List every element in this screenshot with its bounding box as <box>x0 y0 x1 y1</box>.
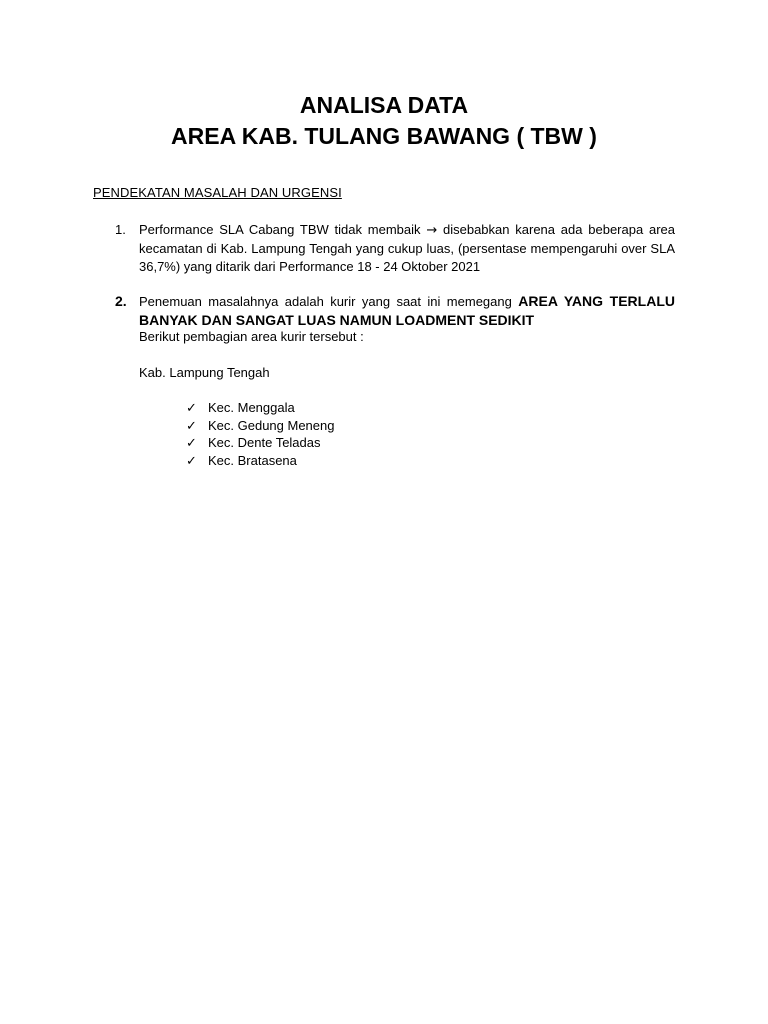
district-item <box>186 417 334 435</box>
list-item-1-text <box>139 221 675 276</box>
title-line-2: AREA KAB. TULANG BAWANG ( TBW ) <box>171 123 597 149</box>
district-label: Kec. Gedung Meneng <box>208 417 335 433</box>
list-item-1-text-end: disebabkan karena ada beberapa area kecamatan di Kab. Lampung Tengah yang cukup luas, (persentase mempengaruhi over SLA 36,7%) yang ditarik dari Performance 18 - 24 Oktober 2021 <box>139 222 675 274</box>
area-intro-text: Berikut pembagian area kurir tersebut : <box>139 329 364 344</box>
checkmark-icon: ✓ <box>186 453 197 469</box>
list-item-1-text-start: Performance SLA Cabang TBW tidak membaik <box>139 222 421 237</box>
district-label: Kec. Menggala <box>208 400 295 415</box>
checkmark-icon: ✓ <box>186 417 197 433</box>
district-item <box>186 434 334 452</box>
arrow-right-icon: → <box>426 223 438 238</box>
list-number-2: 2. <box>115 293 127 309</box>
list-number-1: 1. <box>115 222 126 237</box>
district-item <box>186 399 334 417</box>
list-item-2-text-emphasis: AREA YANG TERLALU BANYAK DAN SANGAT LUAS NAMUN LOADMENT SEDIKIT <box>139 293 675 328</box>
list-item-2 <box>115 292 675 330</box>
checkmark-icon: ✓ <box>186 400 197 415</box>
document-title <box>0 90 768 152</box>
title-line-1: ANALISA DATA <box>299 92 469 118</box>
list-item-2-text <box>139 292 675 330</box>
district-checklist <box>186 399 334 470</box>
area-label: Kab. Lampung Tengah <box>139 365 270 380</box>
district-label: Kec. Dente Teladas <box>208 435 321 451</box>
district-label: Kec. Bratasena <box>208 453 297 469</box>
list-item-2-text-regular: Penemuan masalahnya adalah kurir yang saat ini memegang <box>139 294 512 309</box>
checkmark-icon: ✓ <box>186 435 197 451</box>
list-item-1 <box>115 221 675 276</box>
section-heading: PENDEKATAN MASALAH DAN URGENSI <box>93 185 342 200</box>
district-item <box>186 452 334 470</box>
